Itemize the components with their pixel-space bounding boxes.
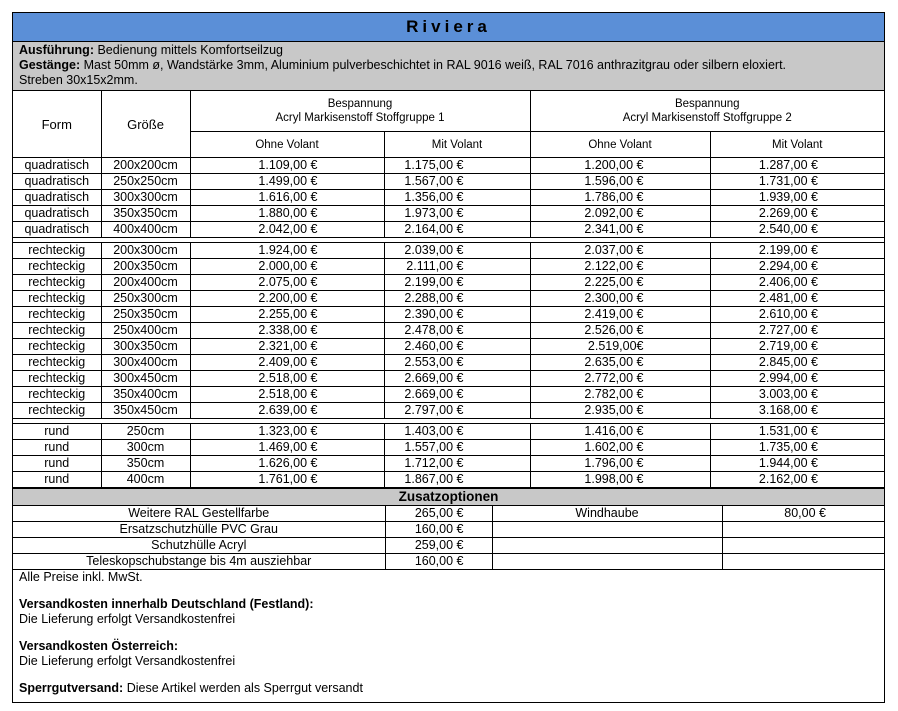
cell-g2-ohne-volant: 2.419,00 € — [530, 307, 710, 323]
zusatz-option-label: Schutzhülle Acryl — [13, 538, 385, 554]
cell-g2-ohne-volant: 1.200,00 € — [530, 158, 710, 174]
cell-g2-mit-volant: 2.727,00 € — [710, 323, 884, 339]
zusatz-table-body — [13, 506, 884, 570]
cell-groesse: 400cm — [101, 472, 190, 488]
cell-groesse: 250x250cm — [101, 174, 190, 190]
cell-form: rechteckig — [13, 323, 101, 339]
cell-g2-mit-volant: 2.994,00 € — [710, 371, 884, 387]
cell-g1-ohne-volant: 1.323,00 € — [190, 424, 384, 440]
cell-g1-mit-volant: 2.390,00 € — [384, 307, 530, 323]
cell-g2-mit-volant: 1.287,00 € — [710, 158, 884, 174]
cell-g1-mit-volant: 1.712,00 € — [384, 456, 530, 472]
cell-g1-mit-volant: 1.567,00 € — [384, 174, 530, 190]
cell-form: rechteckig — [13, 355, 101, 371]
cell-g2-ohne-volant: 2.526,00 € — [530, 323, 710, 339]
cell-groesse: 250x300cm — [101, 291, 190, 307]
cell-groesse: 200x400cm — [101, 275, 190, 291]
cell-g1-mit-volant: 1.403,00 € — [384, 424, 530, 440]
cell-g2-mit-volant: 1.944,00 € — [710, 456, 884, 472]
zusatz-option2-price: 80,00 € — [722, 506, 884, 522]
cell-g1-ohne-volant: 1.499,00 € — [190, 174, 384, 190]
cell-g1-ohne-volant: 1.616,00 € — [190, 190, 384, 206]
versand-at-text: Die Lieferung erfolgt Versandkostenfrei — [19, 654, 236, 668]
cell-g1-ohne-volant: 1.924,00 € — [190, 243, 384, 259]
versand-de-text: Die Lieferung erfolgt Versandkostenfrei — [19, 612, 236, 626]
zusatz-option-label: Ersatzschutzhülle PVC Grau — [13, 522, 385, 538]
preise-note: Alle Preise inkl. MwSt. — [19, 570, 143, 584]
cell-g1-ohne-volant: 2.409,00 € — [190, 355, 384, 371]
cell-g2-ohne-volant: 1.786,00 € — [530, 190, 710, 206]
cell-g2-mit-volant: 1.939,00 € — [710, 190, 884, 206]
cell-g2-mit-volant: 2.162,00 € — [710, 472, 884, 488]
header-groesse: Größe — [101, 91, 190, 158]
cell-g1-ohne-volant: 2.338,00 € — [190, 323, 384, 339]
cell-g2-mit-volant: 2.610,00 € — [710, 307, 884, 323]
table-row — [13, 222, 884, 238]
cell-g2-ohne-volant: 1.998,00 € — [530, 472, 710, 488]
table-row — [13, 174, 884, 190]
cell-form: rund — [13, 456, 101, 472]
cell-form: rechteckig — [13, 259, 101, 275]
cell-g2-ohne-volant: 2.635,00 € — [530, 355, 710, 371]
cell-g2-mit-volant: 2.719,00 € — [710, 339, 884, 355]
zusatz-option-label: Weitere RAL Gestellfarbe — [13, 506, 385, 522]
table-row — [13, 206, 884, 222]
table-row — [13, 259, 884, 275]
page-title: Riviera — [13, 13, 884, 42]
table-row — [13, 403, 884, 419]
cell-g2-mit-volant: 3.168,00 € — [710, 403, 884, 419]
cell-form: quadratisch — [13, 222, 101, 238]
cell-form: rund — [13, 472, 101, 488]
table-row — [13, 158, 884, 174]
cell-groesse: 250x400cm — [101, 323, 190, 339]
cell-groesse: 350x450cm — [101, 403, 190, 419]
cell-g2-ohne-volant: 2.519,00€ — [530, 339, 710, 355]
cell-g1-ohne-volant: 2.518,00 € — [190, 387, 384, 403]
zusatz-option2-label — [492, 554, 722, 570]
cell-g1-ohne-volant: 2.518,00 € — [190, 371, 384, 387]
cell-form: rechteckig — [13, 371, 101, 387]
cell-groesse: 350x400cm — [101, 387, 190, 403]
cell-g1-mit-volant: 2.164,00 € — [384, 222, 530, 238]
header-form: Form — [13, 91, 101, 158]
cell-g1-mit-volant: 2.669,00 € — [384, 387, 530, 403]
zusatz-option2-label — [492, 522, 722, 538]
cell-groesse: 200x300cm — [101, 243, 190, 259]
cell-groesse: 300cm — [101, 440, 190, 456]
table-row — [13, 440, 884, 456]
ausfuehrung-line: Ausführung: Bedienung mittels Komfortseilzug — [19, 43, 283, 57]
cell-form: rechteckig — [13, 387, 101, 403]
zusatz-option2-price — [722, 522, 884, 538]
cell-groesse: 200x350cm — [101, 259, 190, 275]
header-g2-mit-volant: Mit Volant — [710, 132, 884, 158]
zusatz-option-price: 160,00 € — [385, 522, 492, 538]
zusatz-option2-price — [722, 554, 884, 570]
cell-groesse: 350cm — [101, 456, 190, 472]
table-row — [13, 190, 884, 206]
table-row — [13, 243, 884, 259]
sperrgut-note: Sperrgutversand: Diese Artikel werden als Sperrgut versandt — [19, 681, 363, 695]
cell-g2-ohne-volant: 2.341,00 € — [530, 222, 710, 238]
table-row — [13, 291, 884, 307]
versand-de-label: Versandkosten innerhalb Deutschland (Festland): — [19, 597, 314, 611]
cell-groesse: 300x400cm — [101, 355, 190, 371]
cell-g1-ohne-volant: 2.321,00 € — [190, 339, 384, 355]
header-g1-mit-volant: Mit Volant — [384, 132, 530, 158]
table-row — [13, 307, 884, 323]
cell-g2-ohne-volant: 1.416,00 € — [530, 424, 710, 440]
cell-groesse: 300x350cm — [101, 339, 190, 355]
cell-g1-ohne-volant: 2.639,00 € — [190, 403, 384, 419]
cell-g1-ohne-volant: 1.626,00 € — [190, 456, 384, 472]
cell-g1-mit-volant: 2.199,00 € — [384, 275, 530, 291]
cell-g1-ohne-volant: 2.042,00 € — [190, 222, 384, 238]
header-g2-ohne-volant: Ohne Volant — [530, 132, 710, 158]
cell-g1-ohne-volant: 1.761,00 € — [190, 472, 384, 488]
cell-groesse: 300x300cm — [101, 190, 190, 206]
product-info — [13, 42, 884, 91]
cell-g2-mit-volant: 2.294,00 € — [710, 259, 884, 275]
table-row — [13, 456, 884, 472]
cell-g2-mit-volant: 2.199,00 € — [710, 243, 884, 259]
cell-g1-mit-volant: 1.175,00 € — [384, 158, 530, 174]
zusatz-row — [13, 522, 884, 538]
zusatz-row — [13, 538, 884, 554]
cell-groesse: 400x400cm — [101, 222, 190, 238]
cell-groesse: 250x350cm — [101, 307, 190, 323]
cell-g1-mit-volant: 2.553,00 € — [384, 355, 530, 371]
table-row — [13, 339, 884, 355]
cell-g2-mit-volant: 3.003,00 € — [710, 387, 884, 403]
cell-form: rechteckig — [13, 291, 101, 307]
cell-g1-mit-volant: 2.111,00 € — [384, 259, 530, 275]
cell-g1-mit-volant: 2.478,00 € — [384, 323, 530, 339]
table-row — [13, 424, 884, 440]
price-sheet — [12, 12, 885, 703]
cell-g2-ohne-volant: 2.225,00 € — [530, 275, 710, 291]
header-stoffgruppe-2: Bespannung Acryl Markisenstoff Stoffgruppe 2 — [530, 91, 884, 132]
table-row — [13, 472, 884, 488]
cell-form: rechteckig — [13, 339, 101, 355]
zusatz-option-price: 160,00 € — [385, 554, 492, 570]
price-table — [13, 91, 884, 488]
zusatz-option-price: 259,00 € — [385, 538, 492, 554]
zusatzoptionen-title: Zusatzoptionen — [13, 488, 884, 506]
cell-g1-mit-volant: 2.460,00 € — [384, 339, 530, 355]
table-row — [13, 387, 884, 403]
cell-g1-ohne-volant: 1.880,00 € — [190, 206, 384, 222]
cell-form: rund — [13, 424, 101, 440]
table-row — [13, 371, 884, 387]
cell-form: quadratisch — [13, 174, 101, 190]
cell-groesse: 350x350cm — [101, 206, 190, 222]
cell-groesse: 250cm — [101, 424, 190, 440]
table-row — [13, 323, 884, 339]
cell-g1-ohne-volant: 1.469,00 € — [190, 440, 384, 456]
cell-g2-ohne-volant: 2.300,00 € — [530, 291, 710, 307]
footer-notes — [13, 570, 884, 702]
table-row — [13, 275, 884, 291]
cell-g1-ohne-volant: 2.075,00 € — [190, 275, 384, 291]
cell-g1-mit-volant: 2.797,00 € — [384, 403, 530, 419]
cell-g2-mit-volant: 2.845,00 € — [710, 355, 884, 371]
cell-g2-ohne-volant: 2.935,00 € — [530, 403, 710, 419]
cell-g2-mit-volant: 2.269,00 € — [710, 206, 884, 222]
cell-g1-mit-volant: 2.288,00 € — [384, 291, 530, 307]
cell-g2-mit-volant: 2.540,00 € — [710, 222, 884, 238]
cell-g1-ohne-volant: 2.000,00 € — [190, 259, 384, 275]
zusatz-row — [13, 554, 884, 570]
cell-g2-mit-volant: 2.406,00 € — [710, 275, 884, 291]
cell-form: quadratisch — [13, 206, 101, 222]
cell-g2-mit-volant: 2.481,00 € — [710, 291, 884, 307]
header-g1-ohne-volant: Ohne Volant — [190, 132, 384, 158]
cell-form: rechteckig — [13, 403, 101, 419]
cell-g2-ohne-volant: 2.037,00 € — [530, 243, 710, 259]
cell-form: rechteckig — [13, 275, 101, 291]
cell-g2-ohne-volant: 2.092,00 € — [530, 206, 710, 222]
zusatz-option-label: Teleskopschubstange bis 4m ausziehbar — [13, 554, 385, 570]
gestaenge-line: Gestänge: Mast 50mm ø, Wandstärke 3mm, Aluminium pulverbeschichtet in RAL 9016 weiß, RAL 7016 anthrazitgrau oder silbern eloxiert. — [19, 58, 787, 72]
cell-groesse: 300x450cm — [101, 371, 190, 387]
cell-form: quadratisch — [13, 190, 101, 206]
cell-g1-mit-volant: 1.356,00 € — [384, 190, 530, 206]
cell-g1-ohne-volant: 2.255,00 € — [190, 307, 384, 323]
cell-g1-mit-volant: 2.039,00 € — [384, 243, 530, 259]
cell-g2-ohne-volant: 1.596,00 € — [530, 174, 710, 190]
cell-g1-mit-volant: 1.867,00 € — [384, 472, 530, 488]
cell-g1-mit-volant: 1.973,00 € — [384, 206, 530, 222]
zusatz-row — [13, 506, 884, 522]
streben-line: Streben 30x15x2mm. — [19, 73, 138, 87]
cell-form: quadratisch — [13, 158, 101, 174]
cell-g2-ohne-volant: 1.796,00 € — [530, 456, 710, 472]
cell-form: rechteckig — [13, 307, 101, 323]
versand-at-label: Versandkosten Österreich: — [19, 639, 179, 653]
cell-g1-mit-volant: 2.669,00 € — [384, 371, 530, 387]
cell-g2-mit-volant: 1.531,00 € — [710, 424, 884, 440]
cell-g2-ohne-volant: 2.122,00 € — [530, 259, 710, 275]
zusatz-table — [13, 506, 884, 570]
zusatz-option2-label — [492, 538, 722, 554]
zusatz-option2-price — [722, 538, 884, 554]
price-table-body — [13, 158, 884, 488]
cell-g2-ohne-volant: 1.602,00 € — [530, 440, 710, 456]
cell-g1-ohne-volant: 2.200,00 € — [190, 291, 384, 307]
cell-form: rechteckig — [13, 243, 101, 259]
cell-g2-ohne-volant: 2.782,00 € — [530, 387, 710, 403]
cell-groesse: 200x200cm — [101, 158, 190, 174]
zusatz-option2-label: Windhaube — [492, 506, 722, 522]
cell-g1-ohne-volant: 1.109,00 € — [190, 158, 384, 174]
table-row — [13, 355, 884, 371]
cell-g1-mit-volant: 1.557,00 € — [384, 440, 530, 456]
cell-g2-mit-volant: 1.735,00 € — [710, 440, 884, 456]
cell-g2-mit-volant: 1.731,00 € — [710, 174, 884, 190]
cell-g2-ohne-volant: 2.772,00 € — [530, 371, 710, 387]
zusatz-option-price: 265,00 € — [385, 506, 492, 522]
cell-form: rund — [13, 440, 101, 456]
header-stoffgruppe-1: Bespannung Acryl Markisenstoff Stoffgruppe 1 — [190, 91, 530, 132]
